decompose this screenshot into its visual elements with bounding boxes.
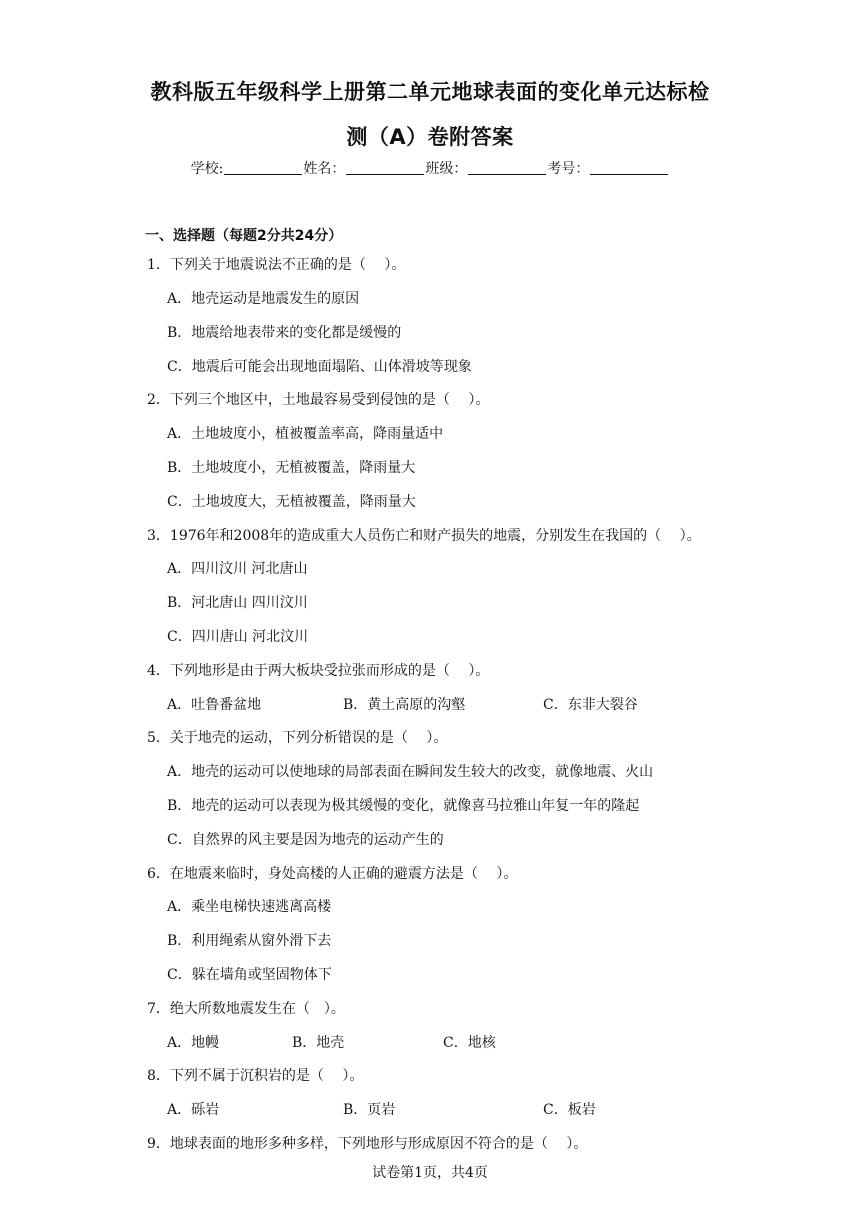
option-a: A．地幔	[167, 1035, 220, 1051]
options-row	[167, 694, 687, 714]
question-stem: 5．关于地壳的运动，下列分析错误的是（ ）。	[147, 730, 448, 746]
name-label: 姓名：	[303, 161, 346, 177]
option-a: A．四川汶川 河北唐山	[167, 561, 308, 577]
option-a: A．地壳的运动可以使地球的局部表面在瞬间发生较大的改变，就像地震、火山	[167, 764, 654, 780]
option-c: C．地核	[443, 1035, 496, 1051]
school-label: 学校:	[190, 161, 224, 177]
option-b: B．土地坡度小，无植被覆盖，降雨量大	[167, 460, 416, 476]
document-title-line-1: 教科版五年级科学上册第二单元地球表面的变化单元达标检	[150, 80, 710, 104]
exam-number-blank	[590, 160, 668, 175]
option-a: A．吐鲁番盆地	[167, 697, 262, 713]
question-stem: 4．下列地形是由于两大板块受拉张而形成的是（ ）。	[147, 663, 490, 679]
section-title: 一、选择题（每题2分共24分）	[145, 228, 343, 244]
class-blank	[468, 160, 546, 175]
option-a: A．土地坡度小，植被覆盖率高，降雨量适中	[167, 426, 444, 442]
question-stem: 8．下列不属于沉积岩的是（ ）。	[147, 1068, 364, 1084]
option-b: B．页岩	[343, 1102, 396, 1118]
options-row	[167, 1032, 687, 1052]
option-c: C．地震后可能会出现地面塌陷、山体滑坡等现象	[167, 359, 472, 375]
student-info-line	[0, 158, 860, 178]
option-b: B．黄土高原的沟壑	[343, 697, 466, 713]
question-stem: 1．下列关于地震说法不正确的是（ ）。	[147, 257, 406, 273]
school-blank	[224, 160, 302, 175]
class-label: 班级：	[425, 161, 468, 177]
options-row	[167, 1099, 687, 1119]
option-c: C．东非大裂谷	[543, 697, 638, 713]
question-stem: 2．下列三个地区中，土地最容易受到侵蚀的是（ ）。	[147, 392, 490, 408]
question-stem: 6．在地震来临时，身处高楼的人正确的避震方法是（ ）。	[147, 866, 518, 882]
document-title-line-2: 测（A）卷附答案	[346, 125, 514, 149]
option-b: B．利用绳索从窗外滑下去	[167, 933, 332, 949]
option-c: C．躲在墙角或坚固物体下	[167, 967, 332, 983]
option-a: A．乘坐电梯快速逃离高楼	[167, 899, 332, 915]
option-c: C．自然界的风主要是因为地壳的运动产生的	[167, 832, 444, 848]
option-b: B．地震给地表带来的变化都是缓慢的	[167, 325, 402, 341]
page-footer: 试卷第1页，共4页	[372, 1165, 488, 1181]
question-stem: 3．1976年和2008年的造成重大人员伤亡和财产损失的地震，分别发生在我国的（ ）。	[147, 528, 701, 544]
question-stem: 9．地球表面的地形多种多样，下列地形与形成原因不符合的是（ ）。	[147, 1136, 588, 1152]
question-stem: 7．绝大所数地震发生在（ ）。	[147, 1001, 345, 1017]
option-b: B．地壳	[292, 1035, 345, 1051]
option-b: B．河北唐山 四川汶川	[167, 595, 308, 611]
option-a: A．砾岩	[167, 1102, 220, 1118]
option-a: A．地壳运动是地震发生的原因	[167, 291, 360, 307]
option-c: C．四川唐山 河北汶川	[167, 629, 309, 645]
option-c: C．土地坡度大，无植被覆盖，降雨量大	[167, 494, 416, 510]
exam-number-label: 考号：	[547, 161, 590, 177]
option-c: C．板岩	[543, 1102, 596, 1118]
name-blank	[346, 160, 424, 175]
option-b: B．地壳的运动可以表现为极其缓慢的变化，就像喜马拉雅山年复一年的隆起	[167, 798, 640, 814]
